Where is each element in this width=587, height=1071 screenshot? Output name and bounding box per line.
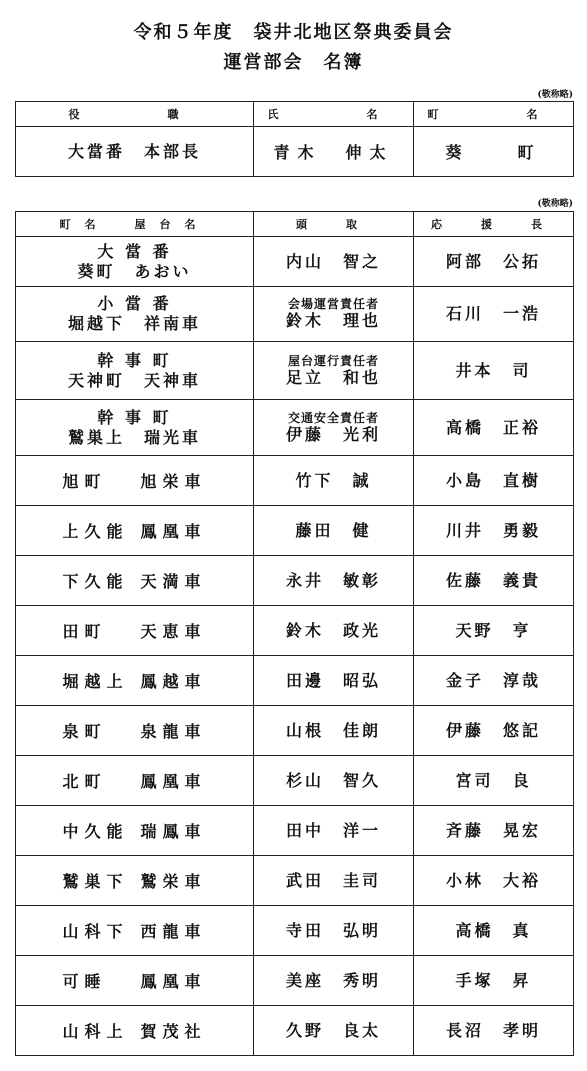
head-name: 鈴木 理也 [285, 311, 381, 330]
table-row [16, 456, 574, 506]
head-name: 山根 佳朗 [285, 720, 381, 740]
head-cell [254, 906, 414, 956]
table-row [16, 287, 574, 342]
support-name: 佐藤 義貴 [445, 570, 541, 590]
town-float-cell [16, 656, 254, 706]
town-float-cell [16, 400, 254, 456]
officers-table [15, 101, 574, 177]
support-name: 斉藤 晃宏 [445, 820, 541, 840]
town-float-label: 鷲巣上 瑞光車 [67, 427, 201, 447]
float-name: 西龍車 [140, 922, 207, 941]
head-name: 足立 和也 [285, 367, 381, 387]
head-cell [254, 606, 414, 656]
head-name: 鈴木 政光 [285, 620, 381, 640]
officer-town: 葵 町 [414, 127, 574, 177]
header-town: 町 名 [414, 102, 574, 127]
honorific-note: (敬称略) [537, 90, 573, 100]
support-cell [414, 1006, 574, 1056]
head-name: 寺田 弘明 [285, 920, 381, 940]
table-row [16, 342, 574, 400]
head-role-label: 会場運営責任者 [287, 297, 379, 311]
town-float-cell [16, 906, 254, 956]
support-cell [414, 456, 574, 506]
duty-label: 幹 事 町 [97, 350, 172, 370]
town-float-cell [16, 1006, 254, 1056]
head-name: 久野 良太 [285, 1020, 381, 1040]
town-float-label: 天神町 天神車 [67, 370, 201, 390]
head-cell [254, 456, 414, 506]
header-town-float: 町名 屋台名 [16, 212, 254, 237]
head-cell [254, 1006, 414, 1056]
support-name: 高橋 正裕 [445, 417, 541, 437]
table-row [16, 606, 574, 656]
header-role: 役 職 [16, 102, 254, 127]
head-cell [254, 287, 414, 342]
support-cell [414, 506, 574, 556]
town-float-cell [16, 856, 254, 906]
head-cell [254, 556, 414, 606]
town-name: 旭町 [62, 472, 107, 491]
support-cell [414, 906, 574, 956]
head-cell [254, 806, 414, 856]
head-cell [254, 756, 414, 806]
town-float-label: 葵町 あおい [77, 261, 192, 281]
duty-label: 幹 事 町 [97, 407, 172, 427]
head-name: 伊藤 光利 [285, 424, 381, 444]
head-cell [254, 706, 414, 756]
head-name: 武田 圭司 [285, 870, 381, 890]
float-name: 瑞鳳車 [140, 822, 207, 841]
officers-row [16, 127, 574, 177]
table-row [16, 656, 574, 706]
town-float-cell [16, 756, 254, 806]
document-title: 令和５年度 袋井北地区祭典委員会 [133, 22, 454, 43]
support-cell [414, 706, 574, 756]
support-cell [414, 956, 574, 1006]
float-name: 泉龍車 [140, 722, 207, 741]
document-subtitle: 運営部会 名簿 [223, 52, 364, 73]
head-name: 杉山 智久 [285, 770, 381, 790]
support-cell [414, 606, 574, 656]
town-float-cell [16, 556, 254, 606]
town-name: 中久能 [62, 822, 129, 841]
float-name: 旭栄車 [140, 472, 207, 491]
members-header-row [16, 212, 574, 237]
officers-header-row [16, 102, 574, 127]
town-name: 可睡 [62, 972, 107, 991]
head-name: 藤田 健 [295, 520, 372, 540]
head-name: 美座 秀明 [285, 970, 381, 990]
town-float-cell [16, 237, 254, 287]
town-name: 山科上 [62, 1022, 129, 1041]
support-name: 手塚 昇 [455, 970, 532, 990]
table-row [16, 706, 574, 756]
head-name: 田中 洋一 [285, 820, 381, 840]
table-row [16, 806, 574, 856]
table-row [16, 400, 574, 456]
support-name: 小林 大裕 [445, 870, 541, 890]
support-name: 伊藤 悠記 [445, 720, 541, 740]
float-name: 鳳凰車 [140, 522, 207, 541]
header-head: 頭 取 [254, 212, 414, 237]
head-role-label: 交通安全責任者 [287, 410, 379, 425]
support-cell [414, 342, 574, 400]
town-float-cell [16, 706, 254, 756]
town-float-cell [16, 606, 254, 656]
table-row [16, 906, 574, 956]
support-name: 石川 一浩 [445, 304, 541, 323]
duty-label: 大 當 番 [97, 241, 172, 261]
support-name: 宮司 良 [455, 770, 532, 790]
duty-label: 小 當 番 [97, 294, 172, 313]
float-name: 天満車 [140, 572, 207, 591]
support-cell [414, 556, 574, 606]
town-float-cell [16, 506, 254, 556]
town-name: 山科下 [62, 922, 129, 941]
head-cell [254, 956, 414, 1006]
town-name: 泉町 [62, 722, 107, 741]
support-name: 阿部 公拓 [445, 251, 541, 271]
support-name: 井本 司 [455, 360, 532, 380]
head-cell [254, 856, 414, 906]
support-name: 天野 亨 [455, 620, 532, 640]
head-name: 永井 敏彰 [285, 570, 381, 590]
support-cell [414, 656, 574, 706]
officer-role: 大當番 本部長 [16, 127, 254, 177]
support-cell [414, 237, 574, 287]
head-cell [254, 506, 414, 556]
float-name: 賀茂社 [140, 1022, 207, 1041]
table-row [16, 237, 574, 287]
support-name: 金子 淳哉 [445, 670, 541, 690]
head-name: 田邊 昭弘 [285, 670, 381, 690]
town-name: 下久能 [62, 572, 129, 591]
head-cell [254, 656, 414, 706]
head-cell [254, 342, 414, 400]
honorific-note-2: (敬称略) [537, 199, 573, 209]
support-cell [414, 756, 574, 806]
table-row [16, 556, 574, 606]
town-name: 堀越上 [62, 672, 129, 691]
head-name: 竹下 誠 [295, 470, 372, 490]
head-cell [254, 237, 414, 287]
support-name: 高橋 真 [455, 920, 532, 940]
support-cell [414, 287, 574, 342]
town-float-cell [16, 342, 254, 400]
table-row [16, 506, 574, 556]
town-float-label: 堀越下 祥南車 [67, 314, 201, 333]
town-name: 鷲巣下 [62, 872, 129, 891]
town-float-cell [16, 287, 254, 342]
support-cell [414, 856, 574, 906]
support-cell [414, 806, 574, 856]
float-name: 鳳凰車 [140, 972, 207, 991]
town-float-cell [16, 806, 254, 856]
table-row [16, 856, 574, 906]
head-cell [254, 400, 414, 456]
table-row [16, 956, 574, 1006]
header-name: 氏 名 [254, 102, 414, 127]
town-float-cell [16, 956, 254, 1006]
header-support: 応 援 長 [414, 212, 574, 237]
town-float-cell [16, 456, 254, 506]
table-row [16, 1006, 574, 1056]
float-name: 鷲栄車 [140, 872, 207, 891]
head-role-label: 屋台運行責任者 [287, 353, 379, 368]
float-name: 鳳凰車 [140, 772, 207, 791]
members-table [15, 211, 574, 1056]
float-name: 鳳越車 [140, 672, 207, 691]
head-name: 内山 智之 [285, 251, 381, 271]
support-cell [414, 400, 574, 456]
town-name: 上久能 [62, 522, 129, 541]
table-row [16, 756, 574, 806]
officer-name: 青木 伸太 [254, 127, 414, 177]
support-name: 小島 直樹 [445, 470, 541, 490]
float-name: 天恵車 [140, 622, 207, 641]
town-name: 北町 [62, 772, 107, 791]
support-name: 長沼 孝明 [445, 1020, 541, 1040]
town-name: 田町 [62, 622, 107, 641]
support-name: 川井 勇毅 [445, 520, 541, 540]
